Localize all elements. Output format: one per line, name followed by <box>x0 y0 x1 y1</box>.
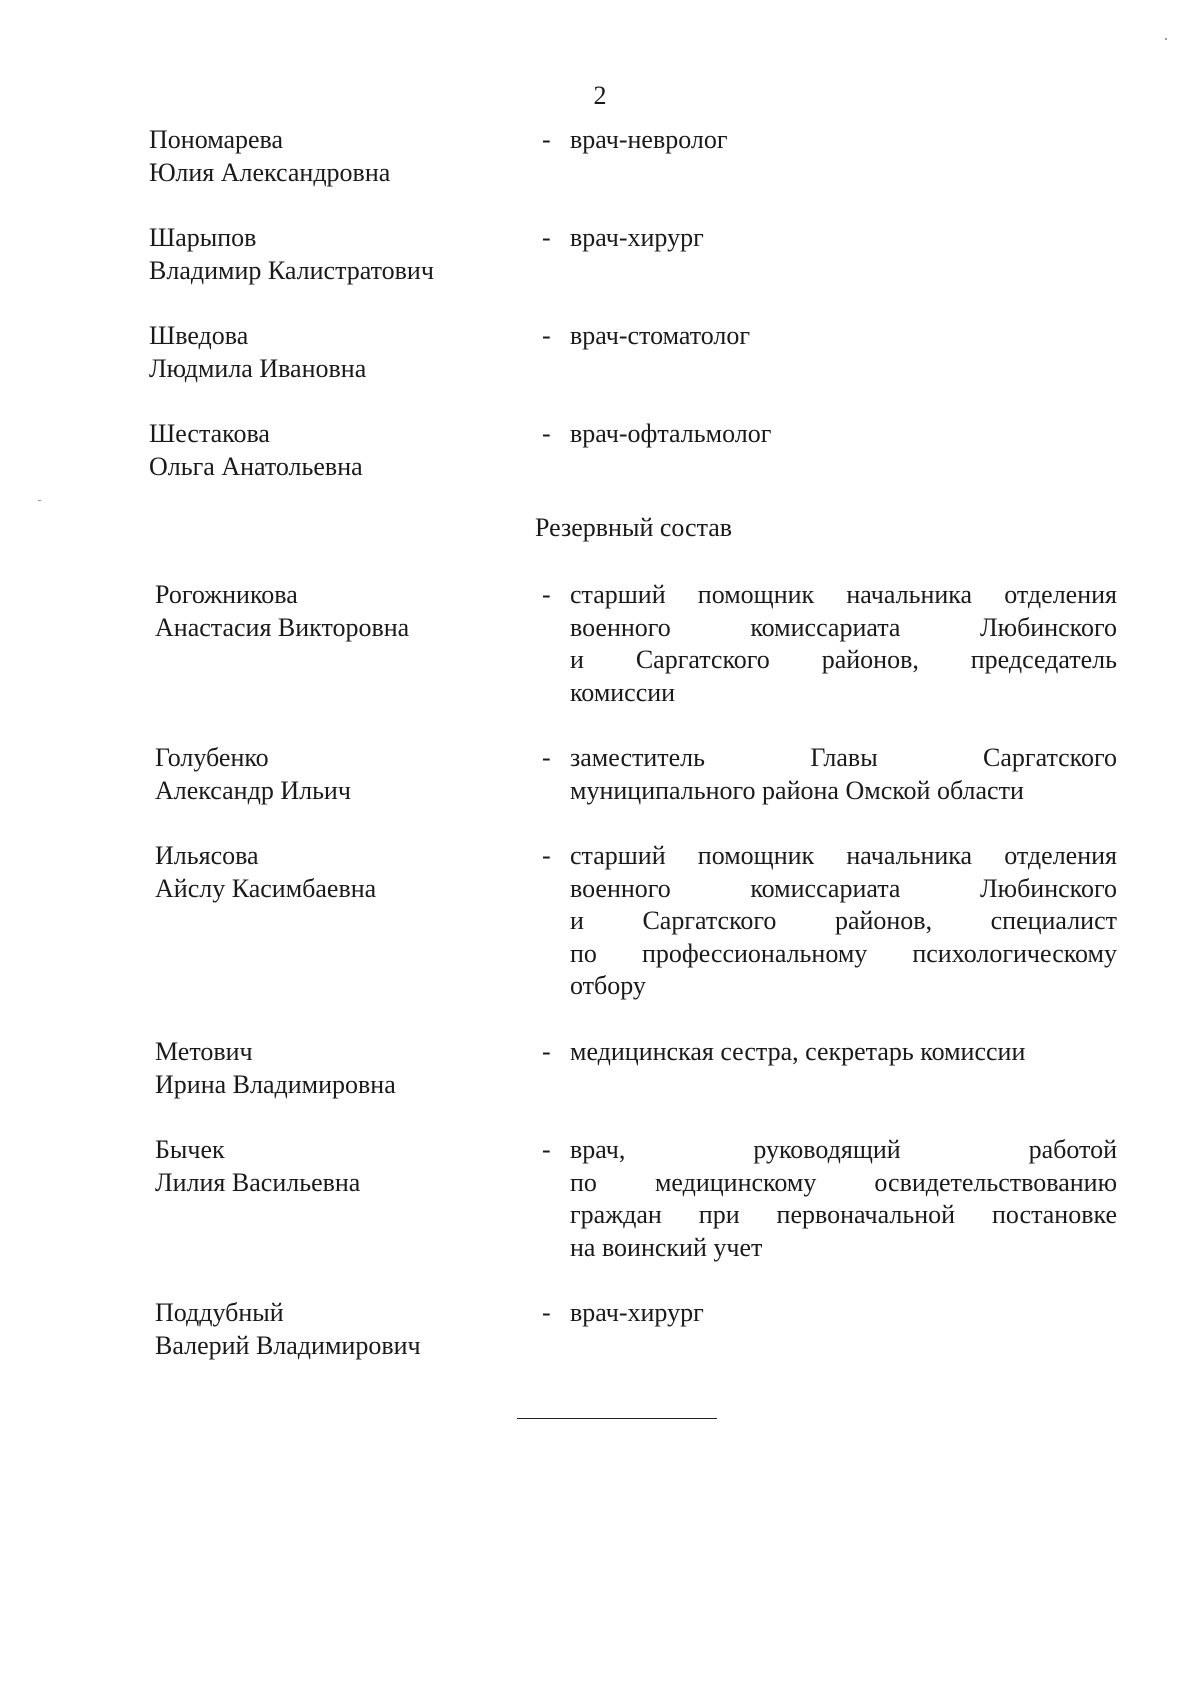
role-dash: - <box>542 419 551 448</box>
role-line: граждан при первоначальной постановке <box>570 1200 1117 1229</box>
member-role <box>542 320 1117 353</box>
role-line: и Саргатского районов, председатель <box>570 645 1117 674</box>
role-dash: - <box>542 1037 551 1066</box>
closing-rule <box>517 1418 717 1419</box>
member-surname: Шведова <box>149 321 249 350</box>
member-given-name: Людмила Ивановна <box>149 353 367 383</box>
member-surname: Поддубный <box>155 1298 284 1327</box>
member-given-name: Валерий Владимирович <box>155 1330 421 1360</box>
member-surname: Метович <box>155 1037 253 1066</box>
member-name <box>149 320 366 385</box>
role-dash: - <box>542 1298 551 1327</box>
member-given-name: Владимир Калистратович <box>149 255 434 285</box>
member-role <box>542 1036 1117 1069</box>
member-role <box>542 418 1117 451</box>
member-role <box>542 742 1117 807</box>
member-given-name: Айслу Касимбаевна <box>155 873 377 903</box>
member-given-name: Ирина Владимировна <box>155 1069 396 1099</box>
page-number: 2 <box>593 81 607 110</box>
role-line: врач-хирург <box>570 1298 704 1327</box>
member-surname: Рогожникова <box>155 580 298 609</box>
member-name <box>149 124 390 189</box>
member-role <box>542 840 1117 1003</box>
member-name <box>149 418 363 483</box>
member-given-name: Александр Ильич <box>155 775 351 805</box>
member-surname: Шестакова <box>149 419 270 448</box>
role-line: старший помощник начальника отделения <box>570 841 1117 870</box>
role-line: и Саргатского районов, специалист <box>570 906 1117 935</box>
member-given-name: Ольга Анатольевна <box>149 451 363 481</box>
role-line: врач, руководящий работой <box>570 1135 1117 1164</box>
member-role <box>542 579 1117 709</box>
member-name <box>155 840 376 905</box>
member-role <box>542 222 1117 255</box>
scan-speck <box>38 500 41 501</box>
role-dash: - <box>542 125 551 154</box>
role-line: врач-офтальмолог <box>570 419 772 448</box>
role-line: врач-хирург <box>570 223 704 252</box>
role-line: медицинская сестра, секретарь комиссии <box>570 1037 1026 1066</box>
member-surname: Пономарева <box>149 125 284 154</box>
reserve-section-title: Резервный состав <box>535 513 733 542</box>
member-role <box>542 1297 1117 1330</box>
member-surname: Ильясова <box>155 841 259 870</box>
member-name <box>155 742 351 807</box>
member-name <box>155 1036 396 1101</box>
role-line: муниципального района Омской области <box>570 775 1024 805</box>
role-dash: - <box>542 743 551 772</box>
member-name <box>155 579 409 644</box>
member-given-name: Анастасия Викторовна <box>155 612 410 642</box>
role-line: врач-стоматолог <box>570 321 751 350</box>
member-name <box>155 1134 360 1199</box>
role-line: отбору <box>570 971 646 1000</box>
member-given-name: Лилия Васильевна <box>155 1167 361 1197</box>
role-line: врач-невролог <box>570 125 728 154</box>
member-name <box>149 222 434 287</box>
role-line: военного комиссариата Любинского <box>570 612 1117 642</box>
role-dash: - <box>542 1135 551 1164</box>
role-dash: - <box>542 223 551 252</box>
role-dash: - <box>542 321 551 350</box>
role-dash: - <box>542 841 551 870</box>
member-surname: Бычек <box>155 1135 225 1164</box>
member-role <box>542 124 1117 157</box>
role-line: по профессиональному психологическому <box>570 938 1117 968</box>
member-surname: Голубенко <box>155 743 269 772</box>
member-surname: Шарыпов <box>149 223 257 252</box>
member-role <box>542 1134 1117 1264</box>
member-name <box>155 1297 421 1362</box>
role-line: на воинский учет <box>570 1232 763 1262</box>
scan-speck <box>1165 38 1167 40</box>
role-dash: - <box>542 580 551 609</box>
role-line: военного комиссариата Любинского <box>570 873 1117 903</box>
role-line: по медицинскому освидетельствованию <box>570 1167 1117 1197</box>
role-line: старший помощник начальника отделения <box>570 580 1117 609</box>
role-line: комиссии <box>570 677 676 707</box>
member-given-name: Юлия Александровна <box>149 157 391 187</box>
role-line: заместитель Главы Саргатского <box>570 743 1117 772</box>
